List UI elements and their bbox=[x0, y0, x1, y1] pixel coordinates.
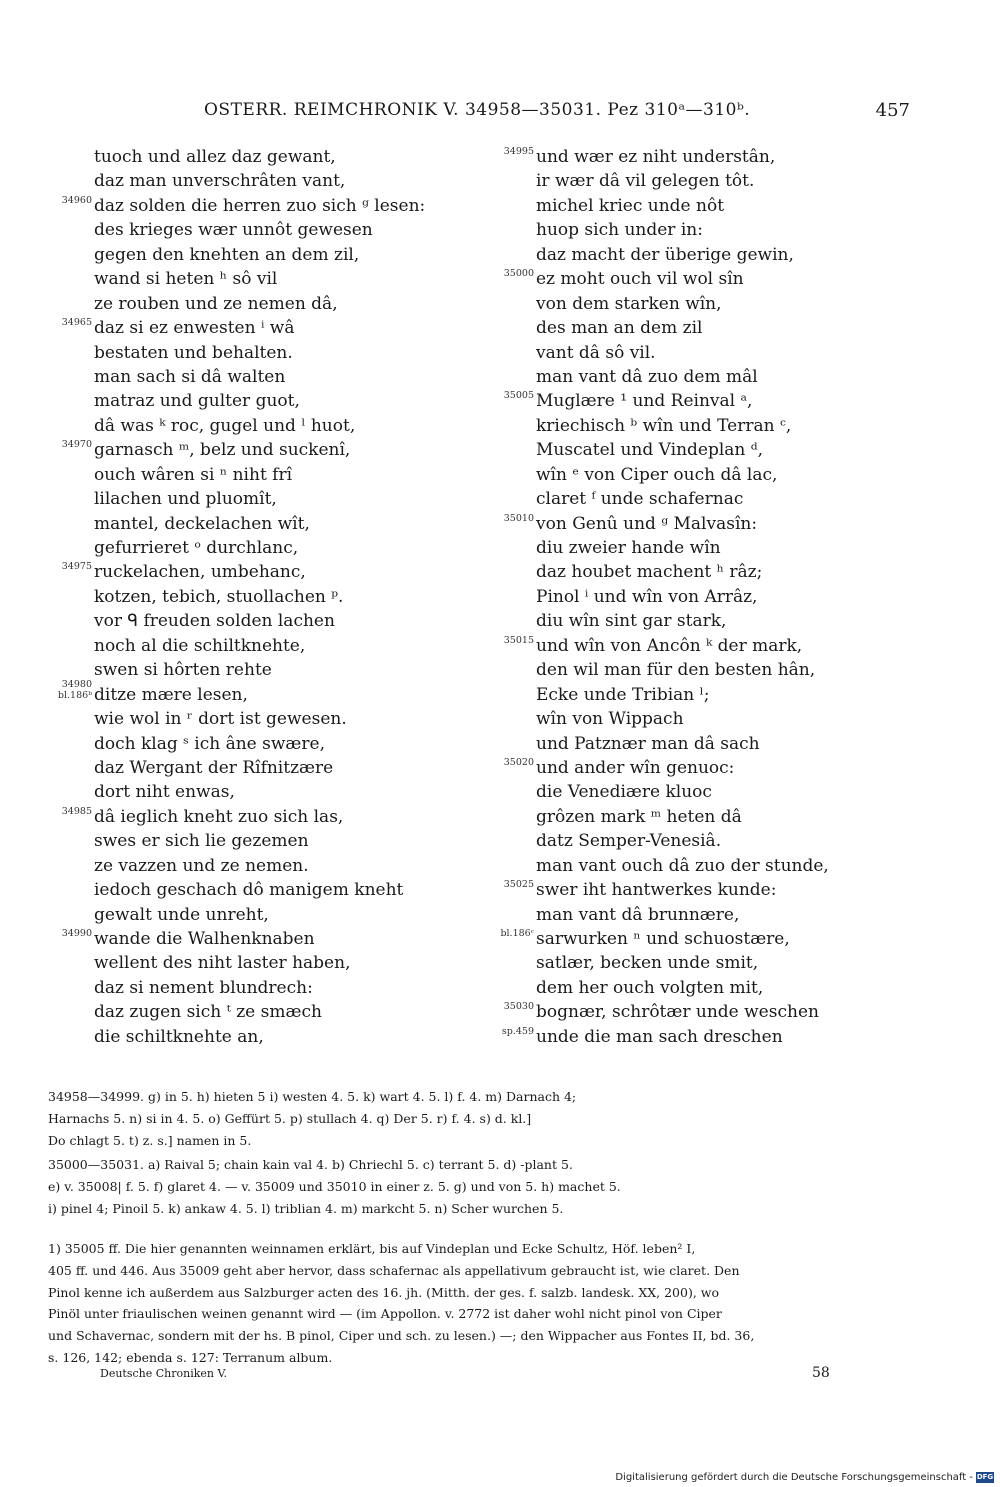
verse-line bbox=[48, 194, 488, 218]
verse-line bbox=[490, 609, 930, 633]
verse-text: diu zweier hande wîn bbox=[536, 538, 721, 558]
verse-text: daz macht der überige gewin, bbox=[536, 244, 794, 265]
verse-line bbox=[490, 951, 930, 975]
verse-text: des man an dem zil bbox=[536, 318, 703, 339]
verse-text: grôzen mark ᵐ heten dâ bbox=[536, 806, 742, 827]
verse-line bbox=[48, 145, 488, 169]
footnote-line: 1) 35005 ff. Die hier genannten weinnamen erklärt, bis auf Vindeplan und Ecke Schultz, Höf. leben² I, bbox=[48, 1241, 696, 1256]
verse-line bbox=[490, 438, 930, 462]
verse-line bbox=[48, 805, 488, 829]
verse-line bbox=[48, 976, 488, 1000]
verse-line bbox=[48, 169, 488, 193]
verse-text: die Venediære kluoc bbox=[536, 782, 712, 803]
digitization-credit bbox=[615, 1470, 994, 1484]
print-signature: Deutsche Chroniken V. bbox=[100, 1367, 227, 1380]
verse-line bbox=[490, 634, 930, 658]
verse-line bbox=[490, 341, 930, 365]
verse-line bbox=[490, 267, 930, 291]
verse-line bbox=[48, 292, 488, 316]
verse-line bbox=[490, 927, 930, 951]
line-number: 34985 bbox=[61, 805, 92, 817]
verse-line bbox=[490, 218, 930, 242]
verse-text: man vant ouch dâ zuo der stunde, bbox=[536, 855, 829, 876]
verse-text: gewalt unde unreht, bbox=[94, 904, 269, 925]
verse-text: wîn von Wippach bbox=[536, 709, 684, 730]
verse-text: ir wær dâ vil gelegen tôt. bbox=[536, 171, 755, 192]
verse-line bbox=[48, 1000, 488, 1024]
line-number: 35000 bbox=[503, 268, 534, 280]
verse-line bbox=[490, 145, 930, 169]
right-verse-column bbox=[490, 145, 930, 1049]
verse-line bbox=[490, 292, 930, 316]
variant-line: Harnachs 5. n) si in 4. 5. o) Geffürt 5. p) stullach 4. q) Der 5. r) f. 4. s) d. kl.] bbox=[48, 1111, 532, 1126]
verse-line bbox=[490, 976, 930, 1000]
verse-text: von dem starken wîn, bbox=[536, 293, 722, 314]
verse-text: kriechisch ᵇ wîn und Terran ᶜ, bbox=[536, 415, 792, 436]
verse-line bbox=[48, 903, 488, 927]
variant-readings-2 bbox=[48, 1154, 912, 1220]
verse-line bbox=[48, 756, 488, 780]
verse-text: daz man unverschrâten vant, bbox=[94, 171, 346, 192]
line-number: 34965 bbox=[61, 317, 92, 329]
footnote-line: und Schavernac, sondern mit der hs. B pinol, Ciper und sch. zu lesen.) —; den Wippacher aus Fontes II, bd. 36, bbox=[48, 1328, 755, 1344]
verse-text: datz Semper-Venesiâ. bbox=[536, 831, 722, 852]
verse-text: huop sich under in: bbox=[536, 220, 703, 241]
line-number: 35030 bbox=[503, 1001, 534, 1013]
verse-text: dort niht enwas, bbox=[94, 782, 235, 803]
verse-text: wîn ᵉ von Ciper ouch dâ lac, bbox=[536, 464, 778, 485]
verse-text: iedoch geschach dô manigem kneht bbox=[94, 880, 404, 901]
verse-line bbox=[490, 1025, 930, 1049]
verse-line bbox=[490, 463, 930, 487]
verse-line bbox=[48, 267, 488, 291]
verse-text: dâ was ᵏ roc, gugel und ˡ huot, bbox=[94, 415, 356, 436]
verse-text: und wær ez niht understân, bbox=[536, 147, 776, 167]
verse-text: ez moht ouch vil wol sîn bbox=[536, 269, 744, 290]
verse-line bbox=[490, 683, 930, 707]
verse-line bbox=[48, 512, 488, 536]
verse-text: ruckelachen, umbehanc, bbox=[94, 562, 306, 583]
header-title: OSTERR. REIMCHRONIK V. 34958—35031. Pez 310ᵃ—310ᵇ. bbox=[204, 100, 751, 120]
footnote-line: 405 ff. und 446. Aus 35009 geht aber hervor, dass schafernac als appellativum gebraucht ist, wie claret. Den bbox=[48, 1262, 740, 1278]
verse-line bbox=[490, 414, 930, 438]
verse-line bbox=[48, 878, 488, 902]
left-verse-column bbox=[48, 145, 488, 1049]
verse-line bbox=[48, 438, 488, 462]
line-number: sp.459 bbox=[501, 1025, 534, 1037]
verse-text: doch klag ˢ ich âne swære, bbox=[94, 733, 325, 754]
verse-text: satlær, becken unde smit, bbox=[536, 953, 759, 974]
line-number: 34960 bbox=[61, 194, 92, 206]
variant-line: i) pinel 4; Pinoil 5. k) ankaw 4. 5. l) triblian 4. m) markcht 5. n) Scher wurchen 5. bbox=[48, 1201, 564, 1216]
verse-text: garnasch ᵐ, belz und suckenî, bbox=[94, 440, 351, 461]
verse-text: unde die man sach dreschen bbox=[536, 1026, 783, 1047]
verse-line bbox=[48, 609, 488, 633]
verse-text: bognær, schrôtær unde weschen bbox=[536, 1002, 819, 1023]
verse-line bbox=[48, 243, 488, 267]
verse-line bbox=[490, 1000, 930, 1024]
verse-line bbox=[490, 780, 930, 804]
verse-text: ze vazzen und ze nemen. bbox=[94, 855, 309, 876]
verse-line bbox=[490, 389, 930, 413]
line-number: bl.186ᶜ bbox=[500, 928, 534, 939]
verse-line bbox=[48, 854, 488, 878]
verse-line bbox=[490, 658, 930, 682]
variant-line: 35000—35031. a) Raival 5; chain kain val 4. b) Chriechl 5. c) terrant 5. d) -plant 5. bbox=[48, 1157, 573, 1172]
verse-text: claret ᶠ unde schafernac bbox=[536, 489, 744, 510]
verse-line bbox=[490, 194, 930, 218]
verse-line bbox=[490, 512, 930, 536]
verse-line bbox=[490, 756, 930, 780]
verse-line bbox=[48, 560, 488, 584]
verse-text: ditze mære lesen, bbox=[94, 684, 248, 705]
verse-text: sarwurken ⁿ und schuostære, bbox=[536, 929, 790, 949]
verse-line bbox=[48, 585, 488, 609]
verse-line bbox=[48, 341, 488, 365]
verse-text: Muglære ¹ und Reinval ᵃ, bbox=[536, 391, 753, 412]
verse-line bbox=[490, 878, 930, 902]
verse-text: wande die Walhenknaben bbox=[94, 929, 315, 949]
verse-text: swes er sich lie gezemen bbox=[94, 831, 309, 852]
verse-text: noch al die schiltknehte, bbox=[94, 635, 306, 656]
verse-line bbox=[48, 389, 488, 413]
verse-text: lilachen und pluomît, bbox=[94, 489, 277, 510]
verse-line bbox=[48, 927, 488, 951]
verse-line bbox=[490, 585, 930, 609]
verse-text: wellent des niht laster haben, bbox=[94, 953, 351, 974]
verse-line bbox=[490, 829, 930, 853]
verse-text: daz si ez enwesten ⁱ wâ bbox=[94, 318, 295, 339]
variant-line: 34958—34999. g) in 5. h) hieten 5 i) westen 4. 5. k) wart 4. 5. l) f. 4. m) Darnach 4; bbox=[48, 1089, 577, 1104]
dfg-logo-icon: DFG bbox=[976, 1472, 994, 1481]
verse-line bbox=[490, 854, 930, 878]
verse-text: michel kriec unde nôt bbox=[536, 195, 725, 216]
variant-line: e) v. 35008| f. 5. f) glaret 4. — v. 35009 und 35010 in einer z. 5. g) und von 5. h) machet 5. bbox=[48, 1179, 621, 1194]
verse-line bbox=[490, 365, 930, 389]
footnote bbox=[48, 1238, 912, 1369]
verse-text: und wîn von Ancôn ᵏ der mark, bbox=[536, 635, 803, 656]
verse-line bbox=[48, 1025, 488, 1049]
verse-text: swer iht hantwerkes kunde: bbox=[536, 880, 777, 901]
verse-text: mantel, deckelachen wît, bbox=[94, 513, 310, 534]
verse-text: und Patznær man dâ sach bbox=[536, 733, 760, 754]
verse-line bbox=[490, 560, 930, 584]
verse-text: diu wîn sint gar stark, bbox=[536, 611, 727, 632]
verse-text: man vant dâ brunnære, bbox=[536, 904, 740, 925]
verse-line bbox=[48, 829, 488, 853]
line-number: 35005 bbox=[503, 390, 534, 402]
verse-line bbox=[490, 316, 930, 340]
verse-line bbox=[48, 536, 488, 560]
verse-line bbox=[48, 316, 488, 340]
verse-text: daz zugen sich ᵗ ze smæch bbox=[94, 1002, 322, 1023]
verse-line bbox=[48, 780, 488, 804]
verse-text: swen si hôrten rehte bbox=[94, 660, 272, 681]
verse-text: gegen den knehten an dem zil, bbox=[94, 244, 360, 265]
verse-text: daz houbet machent ʰ râz; bbox=[536, 562, 763, 583]
verse-line bbox=[48, 658, 488, 682]
verse-text: ze rouben und ze nemen dâ, bbox=[94, 293, 338, 314]
verse-text: dâ ieglich kneht zuo sich las, bbox=[94, 806, 344, 827]
verse-text: Ecke unde Tribian ˡ; bbox=[536, 684, 710, 705]
verse-text: wie wol in ʳ dort ist gewesen. bbox=[94, 709, 347, 730]
verse-line bbox=[490, 536, 930, 560]
verse-text: matraz und gulter guot, bbox=[94, 391, 300, 412]
line-number: 34970 bbox=[61, 439, 92, 451]
verse-line bbox=[490, 487, 930, 511]
verse-text: gefurrieret ᵒ durchlanc, bbox=[94, 538, 299, 558]
verse-line bbox=[48, 414, 488, 438]
line-number: 35015 bbox=[503, 634, 534, 646]
verse-text: und ander wîn genuoc: bbox=[536, 757, 735, 778]
verse-text: von Genû und ᵍ Malvasîn: bbox=[536, 513, 758, 534]
verse-line bbox=[490, 169, 930, 193]
variant-readings-1 bbox=[48, 1086, 912, 1152]
line-number: 34995 bbox=[503, 146, 534, 157]
verse-line bbox=[48, 487, 488, 511]
line-number: 34980 bl.186ᵇ bbox=[57, 678, 92, 701]
page-number: 457 bbox=[875, 100, 910, 121]
verse-line bbox=[48, 678, 488, 707]
verse-text: die schiltknehte an, bbox=[94, 1026, 264, 1047]
digitization-note: Digitalisierung gefördert durch die Deutsche Forschungsgemeinschaft - bbox=[615, 1471, 973, 1483]
verse-text: daz si nement blundrech: bbox=[94, 977, 313, 998]
verse-text: wand si heten ʰ sô vil bbox=[94, 269, 278, 290]
footnote-line: Pinöl unter friaulischen weinen genannt wird — (im Appollon. v. 2772 ist daher wohl nicht pinol von Ciper bbox=[48, 1306, 722, 1322]
verse-line bbox=[490, 903, 930, 927]
verse-text: kotzen, tebich, stuollachen ᵖ. bbox=[94, 586, 344, 607]
verse-line bbox=[48, 951, 488, 975]
verse-line bbox=[48, 707, 488, 731]
verse-line bbox=[48, 634, 488, 658]
verse-line bbox=[490, 805, 930, 829]
footnote-line: s. 126, 142; ebenda s. 127: Terranum album. bbox=[48, 1349, 333, 1365]
verse-line bbox=[490, 707, 930, 731]
verse-line bbox=[48, 365, 488, 389]
variant-line: Do chlagt 5. t) z. s.] namen in 5. bbox=[48, 1133, 252, 1148]
line-number: 35020 bbox=[503, 756, 534, 768]
verse-text: vant dâ sô vil. bbox=[536, 342, 656, 363]
verse-text: daz solden die herren zuo sich ᵍ lesen: bbox=[94, 195, 426, 216]
verse-text: Pinol ⁱ und wîn von Arrâz, bbox=[536, 586, 758, 607]
verse-text: Muscatel und Vindeplan ᵈ, bbox=[536, 440, 763, 461]
verse-text: bestaten und behalten. bbox=[94, 342, 293, 363]
verse-line bbox=[48, 218, 488, 242]
verse-text: man sach si dâ walten bbox=[94, 366, 286, 387]
running-header bbox=[190, 100, 910, 124]
line-number: 35025 bbox=[503, 879, 534, 891]
verse-text: ouch wâren si ⁿ niht frî bbox=[94, 464, 293, 485]
verse-text: tuoch und allez daz gewant, bbox=[94, 147, 336, 167]
verse-text: des krieges wær unnôt gewesen bbox=[94, 220, 373, 241]
footnote-line: Pinol kenne ich außerdem aus Salzburger acten des 16. jh. (Mitth. der ges. f. salzb. landesk. XX, 200), wo bbox=[48, 1284, 719, 1300]
verse-text: dem her ouch volgten mit, bbox=[536, 977, 764, 998]
verse-text: vor ᑫ freuden solden lachen bbox=[94, 611, 335, 632]
verse-text: den wil man für den besten hân, bbox=[536, 660, 816, 681]
line-number: 35010 bbox=[503, 512, 534, 524]
verse-line bbox=[48, 732, 488, 756]
verse-line bbox=[48, 463, 488, 487]
line-number: 34990 bbox=[61, 928, 92, 939]
verse-line bbox=[490, 243, 930, 267]
verse-text: daz Wergant der Rîfnitzære bbox=[94, 757, 334, 778]
verse-line bbox=[490, 732, 930, 756]
line-number: 34975 bbox=[61, 561, 92, 573]
verse-text: man vant dâ zuo dem mâl bbox=[536, 366, 758, 387]
sheet-number: 58 bbox=[812, 1365, 830, 1381]
